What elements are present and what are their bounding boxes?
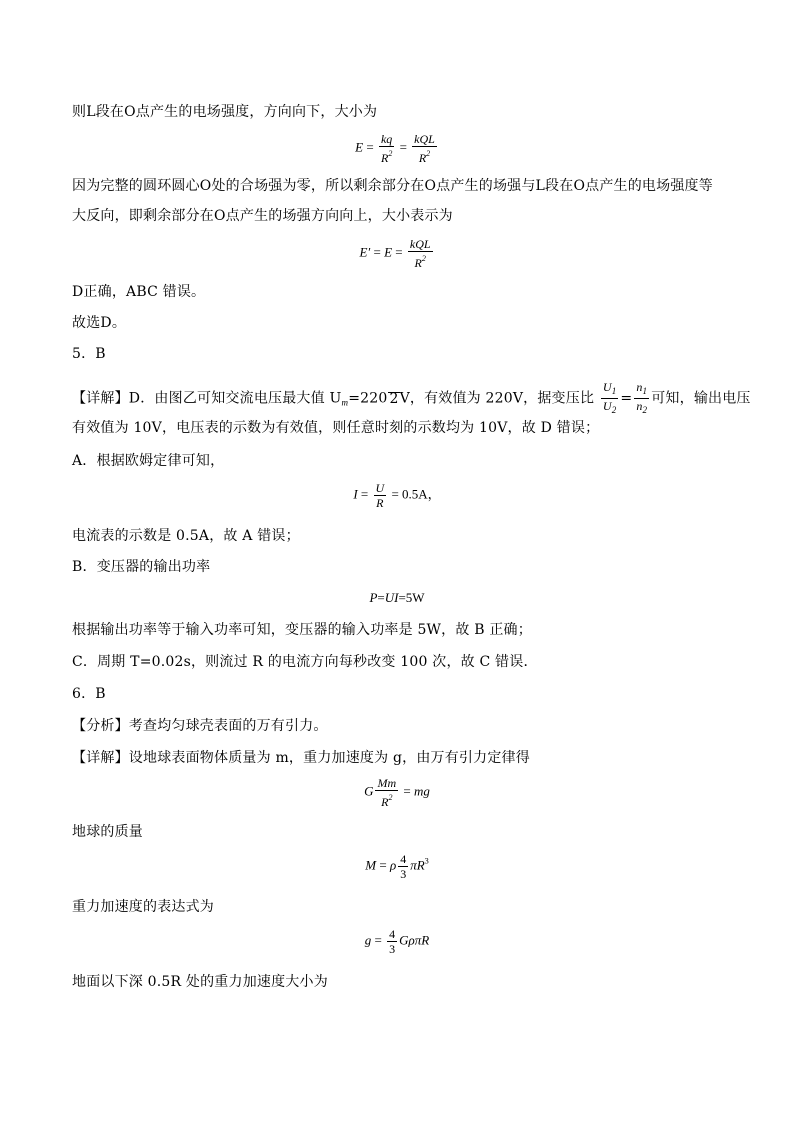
text-line: 大反向，即剩余部分在O点产生的场强方向向上，大小表示为 (72, 208, 453, 224)
text-line: 地面以下深 0.5R 处的重力加速度大小为 (72, 974, 328, 990)
text-line: C．周期 T=0.02s，则流过 R 的电流方向每秒改变 100 次，故 C 错误． (72, 654, 538, 670)
text-segment: 【详解】D．由图乙可知交流电压最大值 U (72, 390, 342, 407)
equation-g: g = $\frac{4}{3}$ GρπR (364, 927, 430, 956)
equation-gravity: G $\frac{Mm}{R^2}$ = mg (364, 776, 430, 809)
text-line: 故选D。 (72, 315, 127, 331)
text-segment: =220 (348, 390, 388, 407)
question-number: 6．B (72, 686, 106, 702)
equation-e-field: E = $\frac{kq}{R^2}$ = $\frac{\text{kQL}}{R^2}$ (355, 132, 435, 165)
equation-ohm: I = $\frac{U}{R}$ = 0.5A， (353, 481, 441, 510)
text-line: 重力加速度的表达式为 (72, 899, 214, 915)
text-line: A．根据欧姆定律可知， (72, 453, 225, 469)
text-line-transformer: 【详解】D．由图乙可知交流电压最大值 $U_m=220$ 2V，有效值为 220V，据变压比 $\frac{U_1}{U_2}$ = $\frac{n_1}{n_2}$ 可知，输出电压 (72, 380, 751, 415)
equation-power: P=UI=5W (369, 590, 425, 605)
sqrt-2: 2 (389, 390, 399, 407)
text-line: 【详解】设地球表面物体质量为 m，重力加速度为 g，由万有引力定律得 (72, 750, 530, 766)
fraction-u1-u2: $\frac{U_1}{U_2}$ (602, 380, 617, 415)
text-line: 因为完整的圆环圆心O处的合场强为零，所以剩余部分在O点产生的场强与L段在O点产生的电场强度等 (72, 178, 713, 194)
text-line: 【分析】考查均匀球壳表面的万有引力。 (72, 718, 328, 734)
equation-e-prime: E′ = E = $\frac{\text{kQL}}{R^2}$ (359, 237, 431, 270)
text-line: 则L段在O点产生的电场强度，方向向下，大小为 (72, 104, 378, 120)
text-line: B．变压器的输出功率 (72, 559, 211, 575)
fraction-n1-n2: $\frac{n_1}{n_2}$ (636, 380, 648, 415)
text-line: 有效值为 10V，电压表的示数为有效值，则任意时刻的示数均为 10V，故 D 错误； (72, 420, 600, 436)
question-number: 5．B (72, 346, 106, 362)
text-segment: 可知，输出电压 (651, 390, 751, 407)
text-line: 地球的质量 (72, 824, 143, 840)
text-line: 电流表的示数是 0.5A，故 A 错误； (72, 528, 300, 544)
text-segment: V，有效值为 220V，据变压比 (399, 390, 595, 407)
equation-mass: M = ρ $\frac{4}{3}$ $\pi R^3$ (365, 852, 429, 881)
text-line: D正确，ABC 错误。 (72, 284, 206, 300)
text-line: 根据输出功率等于输入功率可知，变压器的输入功率是 5W，故 B 正确； (72, 622, 532, 638)
